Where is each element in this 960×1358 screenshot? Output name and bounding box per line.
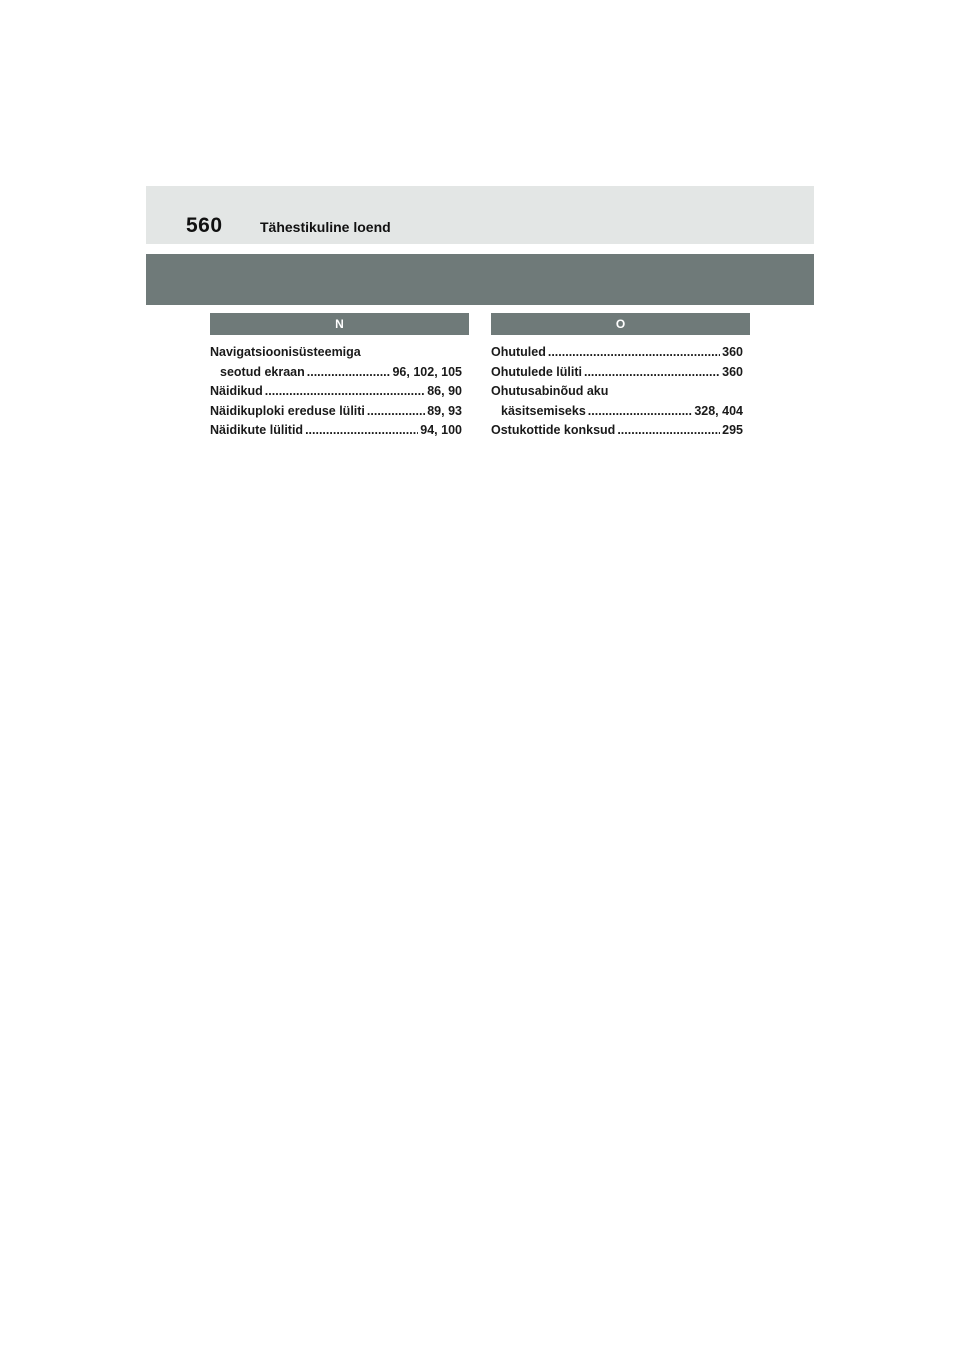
dot-leader	[548, 343, 720, 363]
letter-heading-o: O	[491, 313, 750, 335]
index-entry	[210, 421, 469, 441]
dot-leader	[265, 382, 425, 402]
entry-term: Navigatsioonisüsteemiga	[210, 345, 361, 359]
entry-term: Ostukottide konksud	[491, 423, 616, 437]
index-column-n	[210, 313, 469, 441]
entry-pages: 360	[722, 364, 743, 379]
index-entry	[210, 343, 469, 382]
index-entry	[491, 421, 750, 441]
dot-leader	[584, 363, 720, 383]
page-number: 560	[186, 214, 223, 237]
entry-pages: 86, 90	[427, 384, 462, 398]
index-entry	[210, 382, 469, 402]
dot-leader	[307, 363, 391, 383]
entry-pages: 328, 404	[694, 403, 743, 418]
entry-pages: 96, 102, 105	[392, 364, 462, 379]
entry-term-continuation: käsitsemiseks	[501, 403, 586, 418]
entry-term: Ohutulede lüliti	[491, 364, 582, 379]
entry-term-continuation: seotud ekraan	[220, 364, 305, 379]
section-title: Tähestikuline loend	[260, 219, 391, 235]
entry-term: Ohutuled	[491, 345, 546, 359]
dot-leader	[588, 402, 693, 422]
dot-leader	[305, 421, 418, 441]
dot-leader	[617, 421, 720, 441]
index-entry	[491, 343, 750, 363]
entry-pages: 295	[722, 423, 743, 437]
header-band	[146, 186, 814, 244]
entry-pages: 360	[722, 345, 743, 359]
entry-term: Ohutusabinõud aku	[491, 384, 609, 398]
index-entry	[491, 363, 750, 383]
decorative-band	[146, 254, 814, 305]
entry-term: Näidikute lülitid	[210, 423, 304, 437]
entry-term: Näidikud	[210, 384, 263, 398]
entry-term: Näidikuploki ereduse lüliti	[210, 403, 365, 418]
letter-heading-n: N	[210, 313, 469, 335]
entry-pages: 94, 100	[420, 423, 462, 437]
index-entry	[491, 382, 750, 421]
entry-pages: 89, 93	[427, 403, 462, 418]
index-column-o	[491, 313, 750, 441]
dot-leader	[367, 402, 425, 422]
index-entry	[210, 402, 469, 422]
